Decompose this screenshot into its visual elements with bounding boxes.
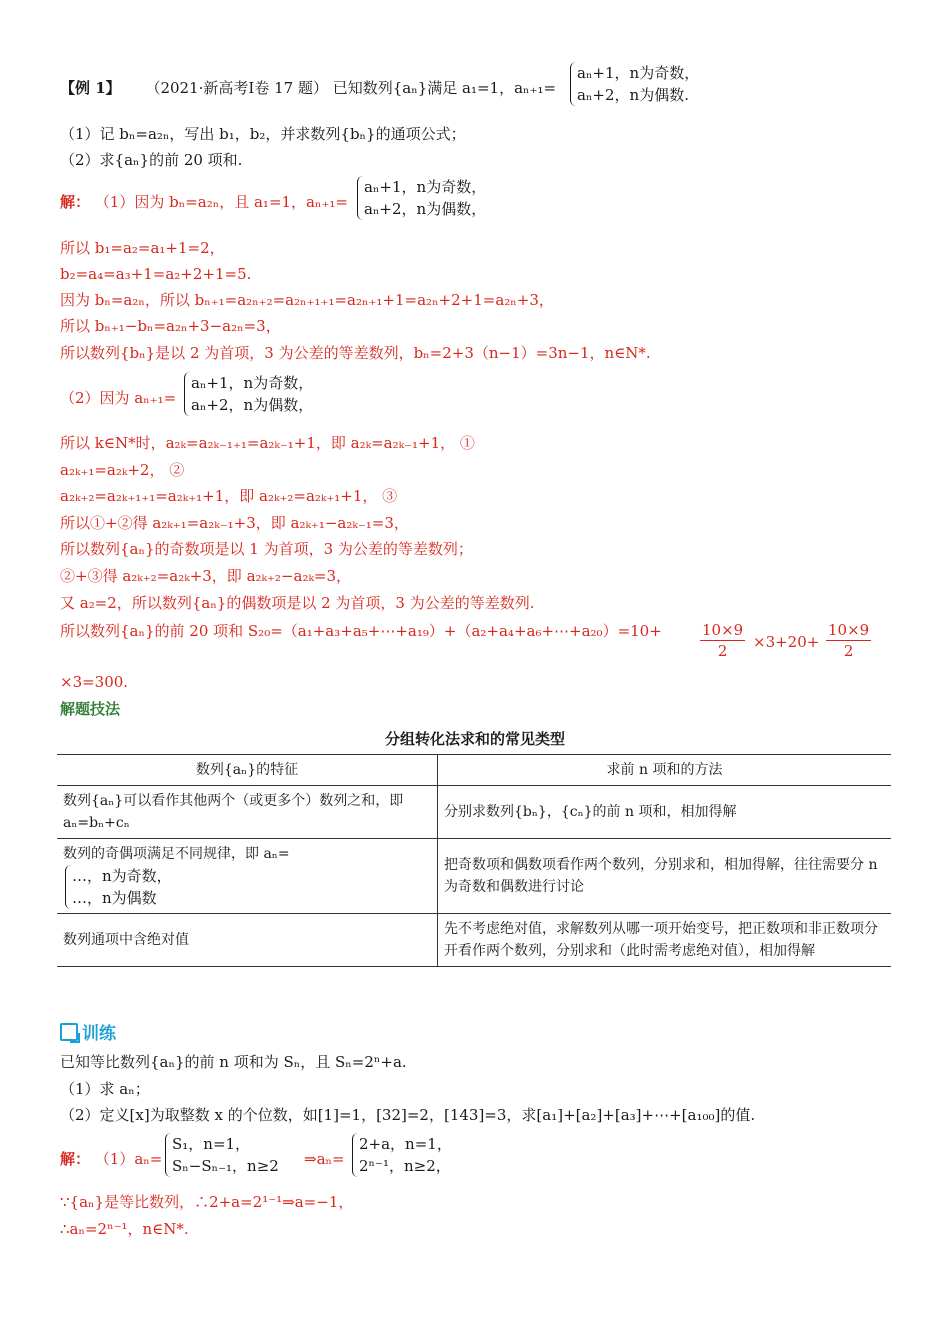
table-row2-case-2: …，n为偶数 <box>72 889 157 907</box>
training-piecewise-2 <box>350 1133 452 1177</box>
solution-case-2b: aₙ+2，n为偶数， <box>191 396 314 414</box>
solution-case-1a: aₙ+1，n为奇数， <box>364 178 487 196</box>
example-source: （2021·新高考Ⅰ卷 17 题） <box>145 79 328 97</box>
solution-fraction-2 <box>824 620 873 661</box>
solution-line-16: ×3=300. <box>60 673 129 691</box>
example-header <box>60 78 556 98</box>
table-cell-feature <box>57 839 438 914</box>
solution-line-5: 所以 bₙ₊₁−bₙ=a₂ₙ+3−a₂ₙ=3， <box>60 317 281 335</box>
solution-piecewise-2 <box>182 372 313 416</box>
training-solution-line-3: ∴aₙ=2ⁿ⁻¹，n∈N*. <box>60 1220 189 1238</box>
table-cell-feature: 数列{aₙ}可以看作其他两个（或更多个）数列之和，即 aₙ=bₙ+cₙ <box>57 786 438 839</box>
table-cell-method: 先不考虑绝对值，求解数列从哪一项开始变号，把正数项和非正数项分开看作两个数列，分别求和（此时需考虑绝对值），相加得解 <box>438 914 892 967</box>
table-row <box>57 914 891 967</box>
table-header-row <box>57 755 891 786</box>
training-solution-prefix: （1）aₙ= <box>94 1150 163 1168</box>
solution-line-10: a₂ₖ₊₂=a₂ₖ₊₁₊₁=a₂ₖ₊₁+1，即 a₂ₖ₊₂=a₂ₖ₊₁+1， ③ <box>60 487 398 505</box>
solution-line-8: 所以 k∈N*时，a₂ₖ=a₂ₖ₋₁₊₁=a₂ₖ₋₁+1，即 a₂ₖ=a₂ₖ₋₁+1， ① <box>60 434 475 452</box>
training-stem: 已知等比数列{aₙ}的前 n 项和为 Sₙ，且 Sₙ=2ⁿ+a. <box>60 1053 407 1071</box>
solution-line-6: 所以数列{bₙ}是以 2 为首项，3 为公差的等差数列，bₙ=2+3（n−1）=3n−1，n∈N*. <box>60 344 651 362</box>
frac-2-numerator: 10×9 <box>828 621 870 639</box>
table-cell-method: 把奇数项和偶数项看作两个数列，分别求和，相加得解，往往需要分 n 为奇数和偶数进行讨论 <box>438 839 892 914</box>
solution-line-15 <box>60 620 662 642</box>
training-icon <box>60 1023 78 1041</box>
example-tag: 【例 1】 <box>60 79 121 97</box>
example-piecewise <box>568 62 699 106</box>
training-solution-line-2: ∵{aₙ}是等比数列，∴2+a=2¹⁻¹⇒a=−1， <box>60 1193 354 1211</box>
solution-line-2: 所以 b₁=a₂=a₁+1=2， <box>60 239 225 257</box>
solution-line-9: a₂ₖ₊₁=a₂ₖ+2， ② <box>60 461 185 479</box>
solution-line-11: 所以①+②得 a₂ₖ₊₁=a₂ₖ₋₁+3，即 a₂ₖ₊₁−a₂ₖ₋₁=3， <box>60 514 409 532</box>
table-row <box>57 786 891 839</box>
training-case-1: S₁，n=1， <box>172 1135 251 1153</box>
example-case-1: aₙ+1，n为奇数， <box>577 64 700 82</box>
solution-fraction-1 <box>698 620 747 661</box>
example-stem: 已知数列{aₙ}满足 a₁=1，aₙ₊₁= <box>332 79 557 97</box>
table-col-feature: 数列{aₙ}的特征 <box>57 755 438 786</box>
solution-case-2a: aₙ+1，n为奇数， <box>191 374 314 392</box>
solution-l1-prefix: （1）因为 bₙ=a₂ₙ，且 a₁=1，aₙ₊₁= <box>94 193 348 211</box>
frac-1-denominator: 2 <box>717 642 728 660</box>
frac-1-numerator: 10×9 <box>702 621 744 639</box>
question-1: （1）记 bₙ=a₂ₙ，写出 b₁，b₂，并求数列{bₙ}的通项公式； <box>60 125 466 143</box>
training-case-2: Sₙ−Sₙ₋₁，n≥2 <box>172 1157 279 1175</box>
training-arrow: ⇒aₙ= <box>304 1150 345 1168</box>
table-row2-case-1: …，n为奇数， <box>72 867 172 885</box>
solution-line-14: 又 a₂=2，所以数列{aₙ}的偶数项是以 2 为首项，3 为公差的等差数列. <box>60 594 535 612</box>
table-cell-method: 分别求数列{bₙ}，{cₙ}的前 n 项和，相加得解 <box>438 786 892 839</box>
example-case-2: aₙ+2，n为偶数. <box>577 86 689 104</box>
technique-table <box>57 754 891 967</box>
solution-line-12: 所以数列{aₙ}的奇数项是以 1 为首项，3 为公差的等差数列； <box>60 540 473 558</box>
table-title: 分组转化法求和的常见类型 <box>384 730 565 748</box>
solution-line-3: b₂=a₄=a₃+1=a₂+2+1=5. <box>60 265 252 283</box>
table-col-method: 求前 n 项和的方法 <box>438 755 892 786</box>
table-cell-feature: 数列通项中含绝对值 <box>57 914 438 967</box>
table-row2-feature-text: 数列的奇偶项满足不同规律，即 aₙ= <box>63 846 290 862</box>
table-row <box>57 839 891 914</box>
technique-heading: 解题技法 <box>60 700 121 718</box>
training-piecewise-1 <box>163 1133 279 1177</box>
solution-piecewise-1 <box>355 176 486 220</box>
training-solution-line-1 <box>60 1149 162 1169</box>
training-question-2: （2）定义[x]为取整数 x 的个位数，如[1]=1，[32]=2，[143]=3，求[a₁]+[a₂]+[a₃]+⋯+[a₁₀₀]的值. <box>60 1106 756 1124</box>
solution-line-7: （2）因为 aₙ₊₁= <box>60 389 177 407</box>
training-case-4: 2ⁿ⁻¹，n≥2， <box>359 1157 451 1175</box>
solution-line-4: 因为 bₙ=a₂ₙ，所以 bₙ₊₁=a₂ₙ₊₂=a₂ₙ₊₁₊₁=a₂ₙ₊₁+1=a₂ₙ+2+1=a₂ₙ+3， <box>60 291 554 309</box>
solution-case-1b: aₙ+2，n为偶数， <box>364 200 487 218</box>
training-question-1: （1）求 aₙ； <box>60 1080 150 1098</box>
training-case-3: 2+a，n=1， <box>359 1135 452 1153</box>
solution-label: 解： <box>60 193 91 211</box>
solution-line-13: ②+③得 a₂ₖ₊₂=a₂ₖ+3，即 a₂ₖ₊₂−a₂ₖ=3， <box>60 567 352 585</box>
question-2: （2）求{aₙ}的前 20 项和. <box>60 151 243 169</box>
solution-l15-mid: ×3+20+ <box>753 633 820 651</box>
frac-2-denominator: 2 <box>843 642 854 660</box>
training-heading-text: 训练 <box>82 1024 116 1044</box>
training-solution-label: 解： <box>60 1150 91 1168</box>
solution-line-1 <box>60 192 348 212</box>
training-heading <box>60 1023 116 1044</box>
solution-l15-prefix: 所以数列{aₙ}的前 20 项和 S₂₀=（a₁+a₃+a₅+⋯+a₁₉）+（a₂+a₄+a₆+⋯+a₂₀）=10+ <box>60 622 662 640</box>
